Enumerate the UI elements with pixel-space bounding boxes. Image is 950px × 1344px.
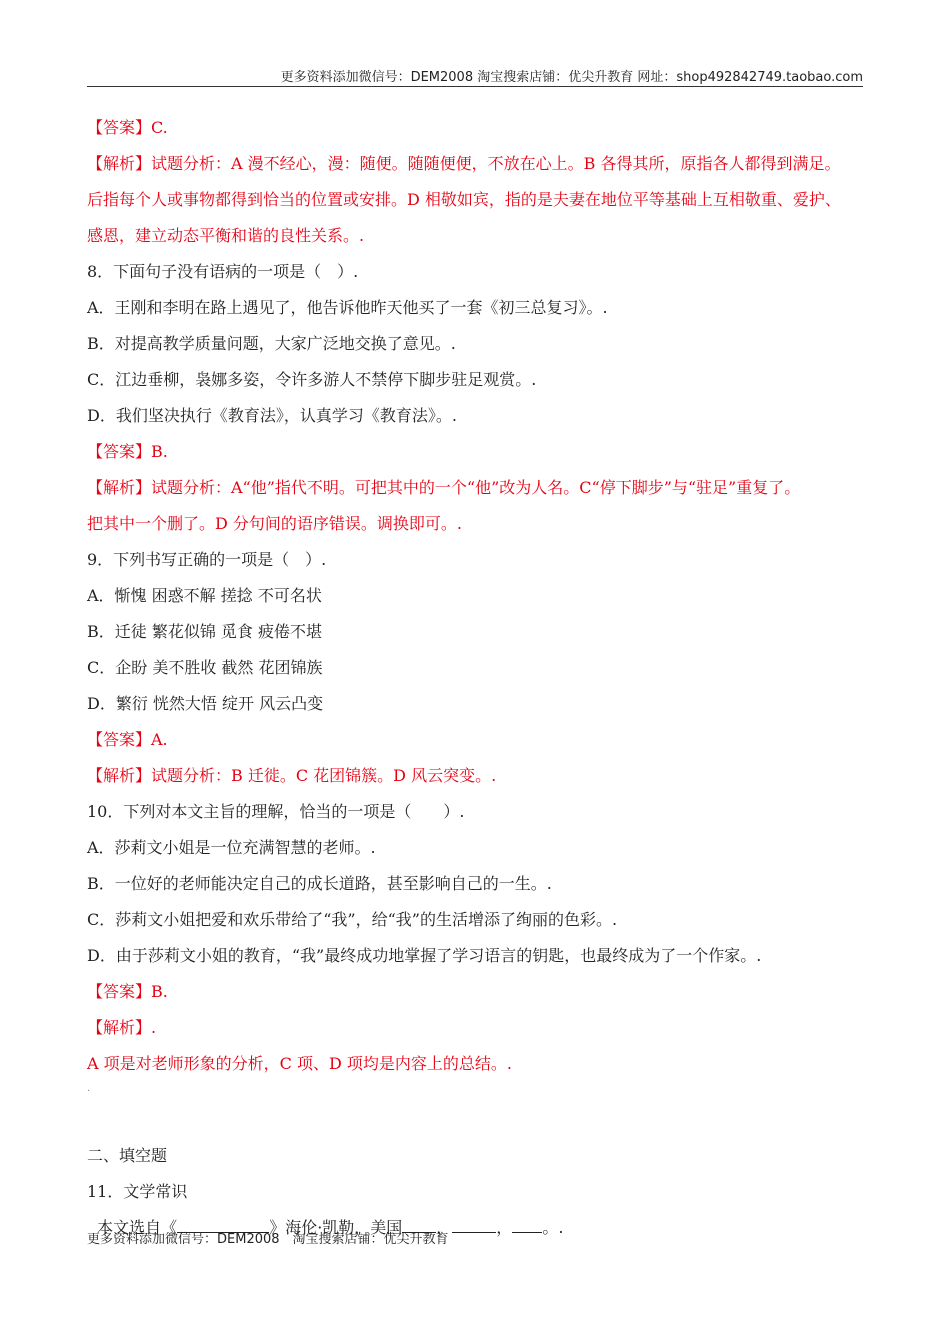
q8-analysis-line-2: 把其中一个删了。D 分句间的语序错误。调换即可。. (87, 514, 463, 533)
q11-fill-prefix: 本文选自《 (97, 1218, 178, 1237)
q9-stem: 9．下列书写正确的一项是（ ）. (87, 550, 327, 569)
q7-answer: 【答案】C. (87, 118, 168, 137)
page-header (87, 66, 863, 87)
q10-option-a: A．莎莉文小姐是一位充满智慧的老师。. (87, 838, 376, 857)
q9-option-d: D．繁衍 恍然大悟 绽开 风云凸变 (87, 694, 324, 713)
q8-answer: 【答案】B. (87, 442, 168, 461)
q10-option-d: D．由于莎莉文小姐的教育，“我”最终成功地掌握了学习语言的钥匙，也最终成为了一个作家。. (87, 946, 762, 965)
paragraph-mark: · (87, 1086, 91, 1097)
q8-option-c: C．江边垂柳，袅娜多姿，令许多游人不禁停下脚步驻足观赏。. (87, 370, 537, 389)
section-title: 二、填空题 (87, 1146, 168, 1165)
q11-sep-1: ， (436, 1218, 453, 1237)
q10-answer: 【答案】B. (87, 982, 168, 1001)
q11-sep-2: ， (496, 1218, 513, 1237)
q11-blank-2[interactable] (452, 1216, 496, 1233)
q7-analysis-line-1: 【解析】试题分析：A 漫不经心，漫：随便。随随便便，不放在心上。B 各得其所，原指各人都得到满足。 (87, 154, 841, 173)
q10-stem: 10．下列对本文主旨的理解，恰当的一项是（ ）. (87, 802, 465, 821)
footer-text: 更多资料添加微信号：DEM2008 淘宝搜索店铺：优尖升教育 (87, 1232, 449, 1247)
q9-option-c: C．企盼 美不胜收 截然 花团锦族 (87, 658, 323, 677)
q11-fill-mid: 》海伦·凯勒，美国 (269, 1218, 403, 1237)
q8-option-d: D．我们坚决执行《教育法》，认真学习《教育法》。. (87, 406, 457, 425)
q10-analysis: A 项是对老师形象的分析，C 项、D 项均是内容上的总结。. (87, 1054, 512, 1073)
document-body (87, 110, 877, 1246)
q10-analysis-title: 【解析】. (87, 1018, 157, 1037)
q8-option-a: A．王刚和李明在路上遇见了，他告诉他昨天他买了一套《初三总复习》。. (87, 298, 608, 317)
q9-analysis: 【解析】试题分析：B 迁徙。C 花团锦簇。D 风云突变。. (87, 766, 497, 785)
q11-fill-end: 。. (542, 1218, 564, 1237)
q7-analysis-line-2: 后指每个人或事物都得到恰当的位置或安排。D 相敬如宾，指的是夫妻在地位平等基础上互相敬重、爱护、 (87, 190, 841, 209)
q11-stem: 11．文学常识 (87, 1182, 188, 1201)
q8-option-b: B．对提高教学质量问题，大家广泛地交换了意见。. (87, 334, 456, 353)
header-text: 更多资料添加微信号：DEM2008 淘宝搜索店铺：优尖升教育 网址：shop492842749.taobao.com (280, 70, 863, 85)
page-footer (87, 1228, 449, 1247)
q11-blank-3[interactable] (512, 1216, 542, 1233)
q9-option-b: B．迁徒 繁花似锦 觅食 疲倦不堪 (87, 622, 323, 641)
q9-option-a: A．惭愧 困惑不解 搓捻 不可名状 (87, 586, 322, 605)
q9-answer: 【答案】A. (87, 730, 168, 749)
q8-analysis-line-1: 【解析】试题分析：A“他”指代不明。可把其中的一个“他”改为人名。C“停下脚步”与“驻足”重复了。 (87, 478, 801, 497)
q8-stem: 8．下面句子没有语病的一项是（ ）. (87, 262, 359, 281)
q7-analysis-line-3: 感恩，建立动态平衡和谐的良性关系。. (87, 226, 365, 245)
q10-option-b: B．一位好的老师能决定自己的成长道路，甚至影响自己的一生。. (87, 874, 552, 893)
spacer (87, 1102, 877, 1138)
q10-option-c: C．莎莉文小姐把爱和欢乐带给了“我”，给“我”的生活增添了绚丽的色彩。. (87, 910, 618, 929)
